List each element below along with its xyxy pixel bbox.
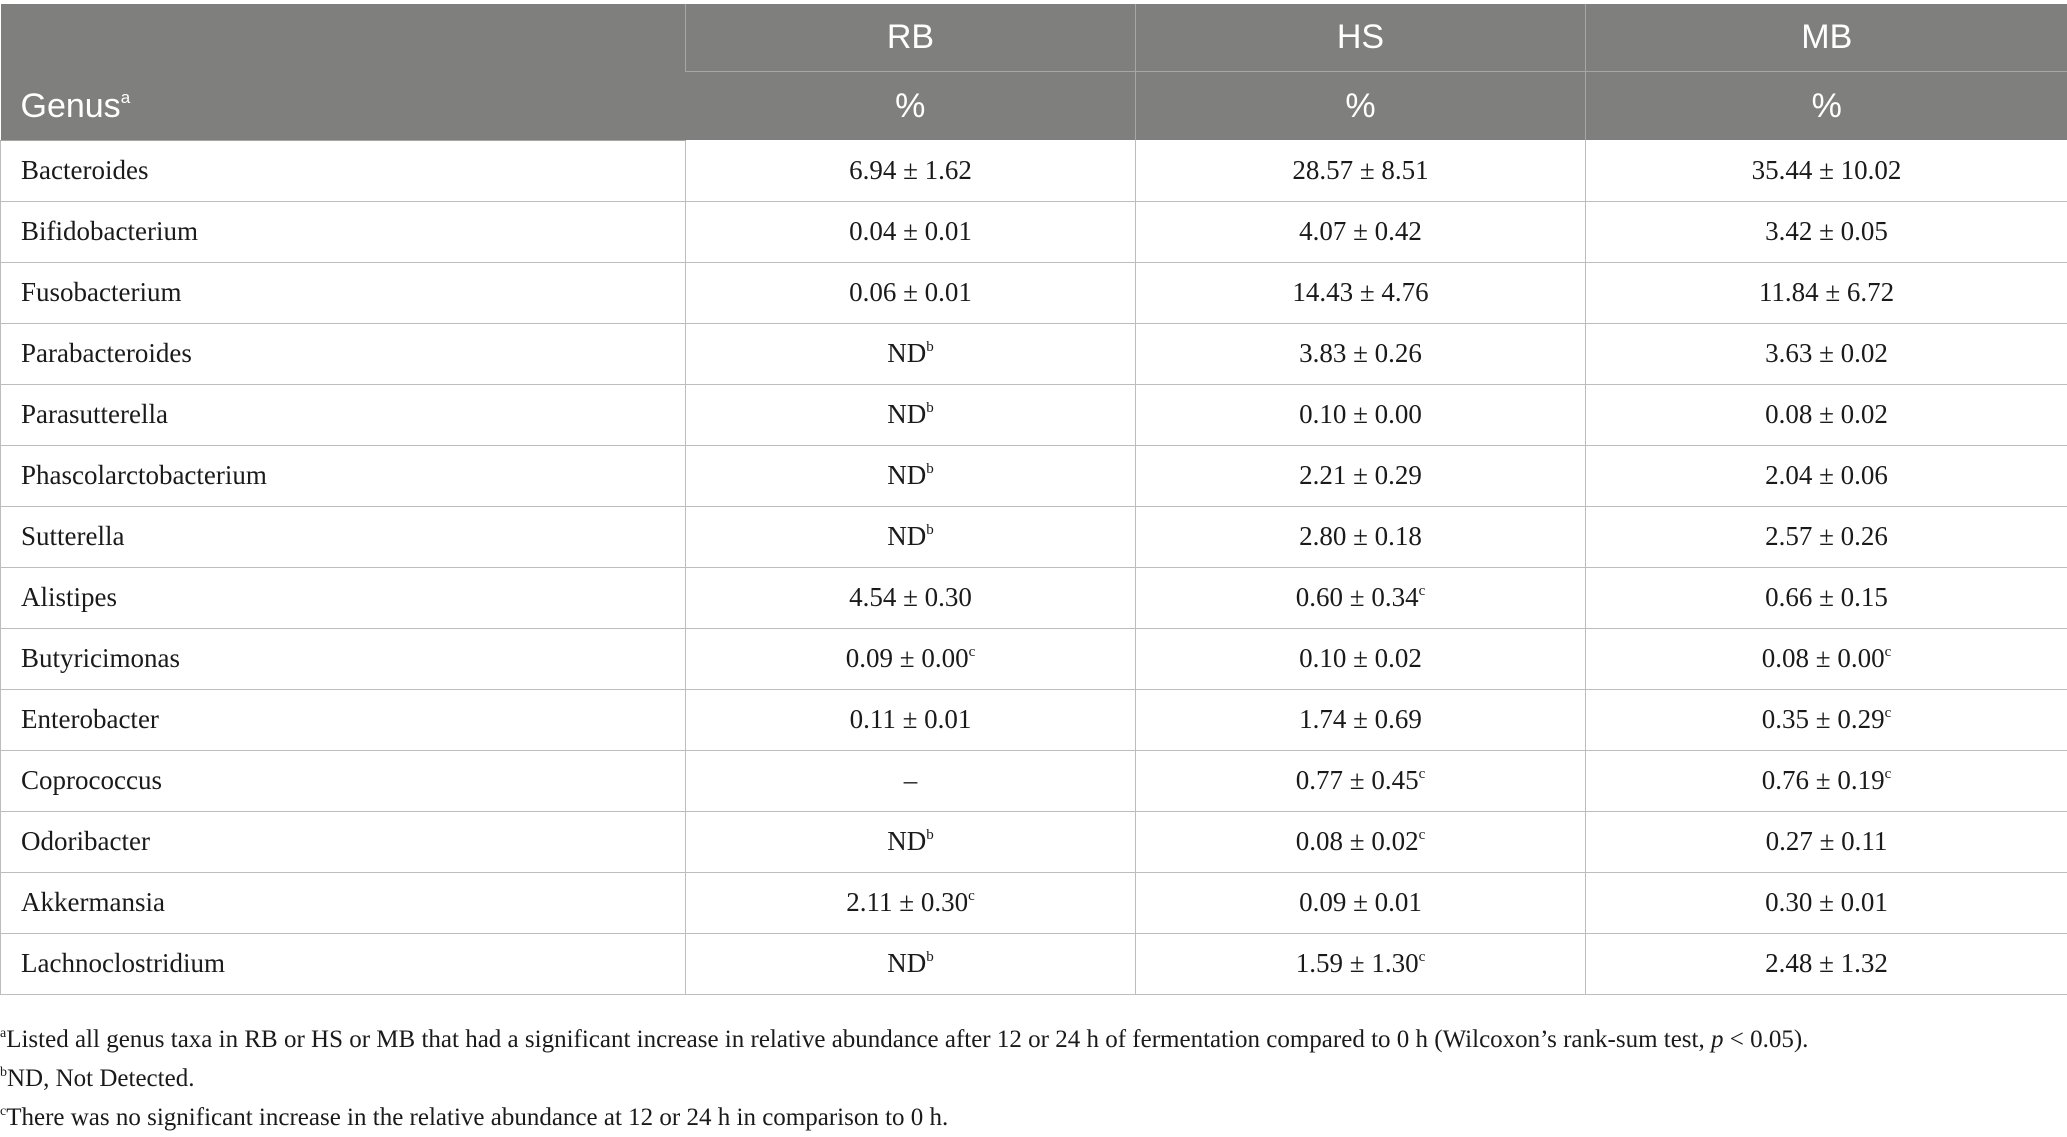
- cell-value: ND: [887, 399, 926, 429]
- cell-value: 3.42 ± 0.05: [1765, 216, 1888, 246]
- value-cell-rb: [686, 872, 1136, 933]
- cell-value: ND: [887, 460, 926, 490]
- value-cell-hs: [1136, 140, 1586, 201]
- cell-value: 2.57 ± 0.26: [1765, 521, 1888, 551]
- cell-value: 11.84 ± 6.72: [1759, 277, 1894, 307]
- cell-value: 0.06 ± 0.01: [849, 277, 972, 307]
- cell-value: 2.04 ± 0.06: [1765, 460, 1888, 490]
- cell-value: 2.80 ± 0.18: [1299, 521, 1422, 551]
- footnote-mark: b: [926, 949, 934, 965]
- value-cell-rb: [686, 445, 1136, 506]
- value-cell-mb: [1586, 445, 2067, 506]
- table-row: [1, 384, 2067, 445]
- cell-value: 0.66 ± 0.15: [1765, 582, 1888, 612]
- genus-name-cell: Coprococcus: [1, 750, 686, 811]
- footnote-mark: c: [0, 1104, 6, 1119]
- cell-value: 0.09 ± 0.01: [1299, 887, 1422, 917]
- table-row: [1, 201, 2067, 262]
- cell-value: 1.59 ± 1.30: [1296, 948, 1419, 978]
- cell-value: 0.60 ± 0.34: [1296, 582, 1419, 612]
- value-cell-mb: [1586, 201, 2067, 262]
- genus-name-cell: Akkermansia: [1, 872, 686, 933]
- value-cell-mb: [1586, 140, 2067, 201]
- footnote-italic-text: p: [1711, 1026, 1724, 1053]
- cell-value: 2.21 ± 0.29: [1299, 460, 1422, 490]
- cell-value: 0.10 ± 0.00: [1299, 399, 1422, 429]
- value-cell-mb: [1586, 384, 2067, 445]
- footnote-mark: a: [0, 1026, 6, 1041]
- group-header-hs: HS: [1136, 4, 1586, 72]
- value-cell-rb: [686, 506, 1136, 567]
- value-cell-rb: [686, 628, 1136, 689]
- table-container: [0, 4, 2067, 995]
- cell-value: 4.54 ± 0.30: [849, 582, 972, 612]
- cell-value: 0.35 ± 0.29: [1762, 704, 1885, 734]
- cell-value: 35.44 ± 10.02: [1752, 155, 1902, 185]
- value-cell-hs: [1136, 933, 1586, 994]
- table-row: [1, 628, 2067, 689]
- table-footnotes: [0, 1020, 2060, 1137]
- value-cell-hs: [1136, 872, 1586, 933]
- genus-name-cell: Parasutterella: [1, 384, 686, 445]
- value-cell-hs: [1136, 262, 1586, 323]
- cell-value: 28.57 ± 8.51: [1292, 155, 1428, 185]
- unit-header-hs: %: [1136, 72, 1586, 141]
- footnote-text: Listed all genus taxa in RB or HS or MB that had a significant increase in relative abundance after 12 or 24 h of fermentation compared to 0 h (Wilcoxon’s rank-sum test,: [6, 1026, 1711, 1053]
- value-cell-hs: [1136, 811, 1586, 872]
- genus-name-cell: Butyricimonas: [1, 628, 686, 689]
- genus-name-cell: Bacteroides: [1, 140, 686, 201]
- cell-value: 6.94 ± 1.62: [849, 155, 972, 185]
- value-cell-mb: [1586, 567, 2067, 628]
- footnote-c: [0, 1098, 2060, 1137]
- genus-name-cell: Lachnoclostridium: [1, 933, 686, 994]
- value-cell-hs: [1136, 384, 1586, 445]
- footnote-a: [0, 1020, 2060, 1059]
- value-cell-hs: [1136, 750, 1586, 811]
- genus-header-footnote-mark: a: [121, 88, 130, 107]
- footnote-mark: b: [926, 461, 934, 477]
- value-cell-mb: [1586, 323, 2067, 384]
- footnote-mark: b: [926, 827, 934, 843]
- footnote-mark: c: [1885, 644, 1892, 660]
- cell-value: 2.48 ± 1.32: [1765, 948, 1888, 978]
- cell-value: 0.77 ± 0.45: [1296, 765, 1419, 795]
- value-cell-hs: [1136, 689, 1586, 750]
- cell-value: 1.74 ± 0.69: [1299, 704, 1422, 734]
- footnote-mark: c: [1419, 583, 1426, 599]
- cell-value: 0.10 ± 0.02: [1299, 643, 1422, 673]
- group-header-rb: RB: [686, 4, 1136, 72]
- value-cell-rb: [686, 811, 1136, 872]
- footnote-mark: c: [969, 644, 976, 660]
- genus-name-cell: Parabacteroides: [1, 323, 686, 384]
- footnote-mark: b: [926, 400, 934, 416]
- cell-value: ND: [887, 948, 926, 978]
- cell-value: 3.63 ± 0.02: [1765, 338, 1888, 368]
- footnote-mark: c: [1885, 766, 1892, 782]
- genus-header-label: Genus: [21, 87, 121, 125]
- group-header-mb: MB: [1586, 4, 2067, 72]
- value-cell-mb: [1586, 750, 2067, 811]
- value-cell-rb: [686, 384, 1136, 445]
- cell-value: 0.09 ± 0.00: [846, 643, 969, 673]
- cell-value: 0.08 ± 0.02: [1765, 399, 1888, 429]
- genus-name-cell: Phascolarctobacterium: [1, 445, 686, 506]
- value-cell-rb: [686, 262, 1136, 323]
- cell-value: 0.04 ± 0.01: [849, 216, 972, 246]
- value-cell-mb: [1586, 506, 2067, 567]
- footnote-mark: c: [1885, 705, 1892, 721]
- value-cell-rb: [686, 750, 1136, 811]
- table-row: [1, 262, 2067, 323]
- cell-value: 3.83 ± 0.26: [1299, 338, 1422, 368]
- cell-value: 0.08 ± 0.02: [1296, 826, 1419, 856]
- genus-name-cell: Sutterella: [1, 506, 686, 567]
- cell-value: 0.76 ± 0.19: [1762, 765, 1885, 795]
- value-cell-mb: [1586, 628, 2067, 689]
- value-cell-hs: [1136, 567, 1586, 628]
- cell-value: 0.30 ± 0.01: [1765, 887, 1888, 917]
- table-row: [1, 323, 2067, 384]
- genus-name-cell: Enterobacter: [1, 689, 686, 750]
- table-row: [1, 140, 2067, 201]
- table-header: [1, 4, 2067, 140]
- genus-name-cell: Fusobacterium: [1, 262, 686, 323]
- cell-value: ND: [887, 338, 926, 368]
- footnote-mark: b: [926, 339, 934, 355]
- value-cell-mb: [1586, 811, 2067, 872]
- value-cell-hs: [1136, 445, 1586, 506]
- unit-header-mb: %: [1586, 72, 2067, 141]
- cell-value: 0.08 ± 0.00: [1762, 643, 1885, 673]
- unit-header-rb: %: [686, 72, 1136, 141]
- value-cell-mb: [1586, 689, 2067, 750]
- table-body: [1, 140, 2067, 994]
- footnote-mark: b: [926, 522, 934, 538]
- cell-value: 0.11 ± 0.01: [850, 704, 972, 734]
- footnote-text-end: < 0.05).: [1723, 1026, 1808, 1053]
- value-cell-hs: [1136, 506, 1586, 567]
- value-cell-rb: [686, 689, 1136, 750]
- footnote-mark: c: [968, 888, 975, 904]
- value-cell-hs: [1136, 201, 1586, 262]
- cell-value: 2.11 ± 0.30: [846, 887, 968, 917]
- table-row: [1, 872, 2067, 933]
- cell-value: ND: [887, 521, 926, 551]
- value-cell-rb: [686, 201, 1136, 262]
- cell-value: 14.43 ± 4.76: [1292, 277, 1428, 307]
- table-row: [1, 811, 2067, 872]
- table-row: [1, 445, 2067, 506]
- table-row: [1, 933, 2067, 994]
- table-row: [1, 567, 2067, 628]
- value-cell-hs: [1136, 323, 1586, 384]
- table-row: [1, 506, 2067, 567]
- value-cell-mb: [1586, 933, 2067, 994]
- value-cell-mb: [1586, 262, 2067, 323]
- cell-value: ND: [887, 826, 926, 856]
- footnote-mark: b: [0, 1065, 7, 1080]
- footnote-mark: c: [1419, 827, 1426, 843]
- footnote-mark: c: [1419, 949, 1426, 965]
- table-row: [1, 750, 2067, 811]
- footnote-text: ND, Not Detected.: [7, 1065, 194, 1092]
- footnote-b: [0, 1059, 2060, 1098]
- value-cell-rb: [686, 323, 1136, 384]
- cell-value: 0.27 ± 0.11: [1766, 826, 1888, 856]
- value-cell-rb: [686, 140, 1136, 201]
- footnote-text: There was no significant increase in the relative abundance at 12 or 24 h in comparison to 0 h.: [6, 1104, 948, 1131]
- genus-column-header: [1, 4, 686, 140]
- value-cell-mb: [1586, 872, 2067, 933]
- genus-name-cell: Alistipes: [1, 567, 686, 628]
- value-cell-rb: [686, 567, 1136, 628]
- genus-name-cell: Odoribacter: [1, 811, 686, 872]
- table-row: [1, 689, 2067, 750]
- value-cell-hs: [1136, 628, 1586, 689]
- cell-value: 4.07 ± 0.42: [1299, 216, 1422, 246]
- genus-abundance-table: [0, 4, 2067, 995]
- genus-name-cell: Bifidobacterium: [1, 201, 686, 262]
- footnote-mark: c: [1419, 766, 1426, 782]
- value-cell-rb: [686, 933, 1136, 994]
- cell-value: –: [904, 765, 918, 795]
